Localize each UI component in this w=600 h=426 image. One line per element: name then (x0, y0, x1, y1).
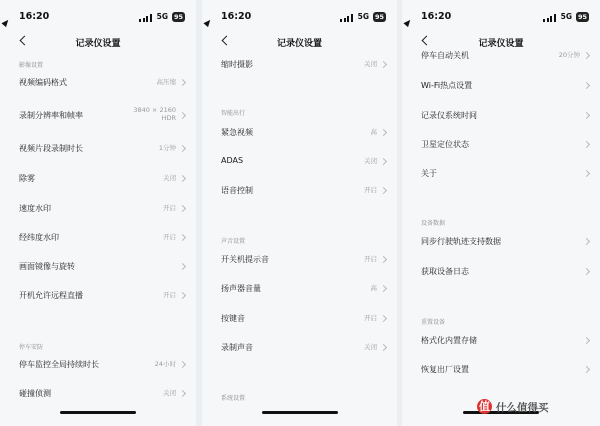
setting-value-line1: 3840 × 2160 (133, 106, 176, 114)
chevron-right-icon (179, 145, 186, 152)
settings-row[interactable] (402, 134, 600, 156)
chevron-right-icon (583, 337, 590, 344)
setting-value: 高 (370, 128, 377, 136)
setting-label: 卫星定位状态 (421, 140, 469, 149)
section-header: 设备数据 (421, 220, 446, 227)
setting-label: 录制声音 (221, 343, 253, 352)
settings-row[interactable] (0, 383, 196, 405)
chevron-right-icon (583, 170, 590, 177)
page-title: 记录仪设置 (478, 39, 524, 49)
network-label: 5G (560, 12, 572, 21)
setting-label: 扬声器音量 (221, 284, 261, 293)
setting-label: 恢复出厂设置 (421, 365, 469, 374)
location-arrow-icon (1, 18, 10, 27)
setting-label: 画面镜像与旋转 (19, 262, 75, 271)
settings-row[interactable] (0, 256, 196, 278)
setting-value: 1分钟 (158, 144, 176, 152)
nav-bar (202, 32, 397, 52)
settings-row[interactable] (0, 354, 196, 376)
chevron-right-icon (380, 344, 387, 351)
battery-icon: 95 (374, 13, 384, 21)
settings-row[interactable] (0, 138, 196, 160)
setting-label: 停车监控全局持续时长 (19, 360, 99, 369)
setting-value-line2: HDR (161, 114, 176, 122)
setting-value: 开启 (163, 291, 176, 299)
settings-row[interactable] (402, 330, 600, 352)
setting-value: 高压缩 (156, 78, 176, 86)
chevron-right-icon (583, 52, 590, 59)
setting-value: 开启 (364, 314, 377, 322)
page-title: 记录仪设置 (75, 39, 121, 49)
chevron-right-icon (380, 61, 387, 68)
signal-icon (139, 14, 153, 22)
signal-icon (543, 14, 557, 22)
setting-label: 同步行驶轨迹支持数据 (421, 237, 501, 246)
setting-label: 紧急视频 (221, 128, 253, 137)
setting-label: 速度水印 (19, 204, 51, 213)
section-header: 系统设置 (221, 395, 246, 402)
status-bar (402, 11, 600, 27)
settings-row[interactable] (202, 278, 397, 300)
settings-row[interactable] (0, 198, 196, 220)
network-label: 5G (156, 12, 168, 21)
page-title: 记录仪设置 (276, 39, 322, 49)
location-arrow-icon (403, 18, 412, 27)
settings-row[interactable] (0, 227, 196, 249)
setting-label: 碰撞侦测 (19, 389, 51, 398)
setting-label: 关于 (421, 169, 437, 178)
setting-label: 获取设备日志 (421, 267, 469, 276)
chevron-right-icon (583, 82, 590, 89)
watermark-logo: 值 (479, 400, 490, 413)
setting-label: 语音控制 (221, 186, 253, 195)
status-bar (0, 11, 196, 27)
section-header: 停车安防 (19, 344, 44, 351)
section-header: 声音设置 (221, 238, 246, 245)
chevron-right-icon (179, 390, 186, 397)
setting-label: 记录仪系统时间 (421, 111, 477, 120)
status-time: 16:20 (19, 11, 50, 22)
setting-value: 关闭 (364, 60, 377, 68)
chevron-right-icon (179, 361, 186, 368)
setting-value: 关闭 (163, 174, 176, 182)
settings-row[interactable] (202, 337, 397, 359)
settings-row[interactable] (402, 231, 600, 253)
setting-label: ADAS (221, 156, 244, 165)
chevron-right-icon (179, 234, 186, 241)
settings-row[interactable] (402, 261, 600, 283)
status-time: 16:20 (421, 11, 452, 22)
settings-row[interactable] (0, 72, 196, 94)
chevron-right-icon (380, 129, 387, 136)
settings-row[interactable] (402, 105, 600, 127)
setting-value: 20分钟 (558, 51, 580, 59)
settings-row[interactable] (202, 151, 397, 173)
chevron-right-icon (380, 285, 387, 292)
phone-screen-3 (402, 0, 600, 426)
setting-value: 24小时 (154, 360, 176, 368)
setting-label: 录制分辨率和帧率 (19, 111, 83, 120)
setting-value: 关闭 (163, 389, 176, 397)
setting-value: 开启 (163, 233, 176, 241)
setting-label: 除雾 (19, 174, 35, 183)
setting-label: 缩时摄影 (221, 60, 253, 69)
setting-label: Wi-Fi热点设置 (421, 81, 473, 90)
setting-label: 格式化内置存储 (421, 336, 477, 345)
location-arrow-icon (203, 18, 212, 27)
chevron-right-icon (380, 187, 387, 194)
chevron-right-icon (179, 205, 186, 212)
chevron-right-icon (179, 263, 186, 270)
watermark-text: 什么值得买 (496, 402, 549, 414)
battery-icon: 95 (577, 13, 587, 21)
status-time: 16:20 (221, 11, 252, 22)
chevron-right-icon (179, 112, 186, 119)
setting-value: 开启 (364, 255, 377, 263)
chevron-right-icon (179, 79, 186, 86)
settings-row[interactable] (402, 75, 600, 97)
setting-value: 关闭 (364, 157, 377, 165)
battery-icon: 95 (173, 13, 183, 21)
phone-screen-2 (202, 0, 397, 426)
setting-value: 开启 (364, 186, 377, 194)
setting-value: 开启 (163, 204, 176, 212)
settings-row[interactable] (202, 122, 397, 144)
setting-label: 开机允许远程直播 (19, 291, 83, 300)
settings-row[interactable] (402, 359, 600, 381)
nav-bar (0, 32, 196, 52)
settings-row[interactable] (202, 54, 397, 76)
chevron-right-icon (380, 256, 387, 263)
chevron-right-icon (583, 141, 590, 148)
settings-row[interactable] (0, 285, 196, 307)
chevron-right-icon (583, 112, 590, 119)
network-label: 5G (357, 12, 369, 21)
chevron-right-icon (179, 292, 186, 299)
settings-row[interactable] (0, 168, 196, 190)
section-header: 影像设置 (19, 62, 44, 69)
settings-row[interactable] (202, 308, 397, 330)
phone-screen-1 (0, 0, 196, 426)
section-header: 智能出行 (221, 110, 246, 117)
settings-row[interactable] (0, 105, 196, 127)
setting-label: 停车自动关机 (421, 51, 469, 60)
setting-label: 视频片段录制时长 (19, 144, 83, 153)
settings-row[interactable] (202, 180, 397, 202)
home-indicator (262, 411, 338, 414)
setting-label: 经纬度水印 (19, 233, 59, 242)
chevron-right-icon (179, 175, 186, 182)
chevron-right-icon (380, 315, 387, 322)
setting-value: 高 (370, 284, 377, 292)
setting-label: 开关机提示音 (221, 255, 269, 264)
chevron-right-icon (583, 238, 590, 245)
signal-icon (340, 14, 354, 22)
setting-value (133, 106, 176, 122)
chevron-right-icon (583, 366, 590, 373)
settings-row[interactable] (402, 163, 600, 185)
setting-label: 按键音 (221, 314, 245, 323)
setting-label: 视频编码格式 (19, 78, 67, 87)
settings-row[interactable] (402, 45, 600, 67)
section-header: 重置设备 (421, 319, 446, 326)
home-indicator (60, 411, 136, 414)
setting-value: 关闭 (364, 343, 377, 351)
chevron-right-icon (380, 158, 387, 165)
chevron-right-icon (583, 268, 590, 275)
settings-row[interactable] (202, 249, 397, 271)
status-bar (202, 11, 397, 27)
